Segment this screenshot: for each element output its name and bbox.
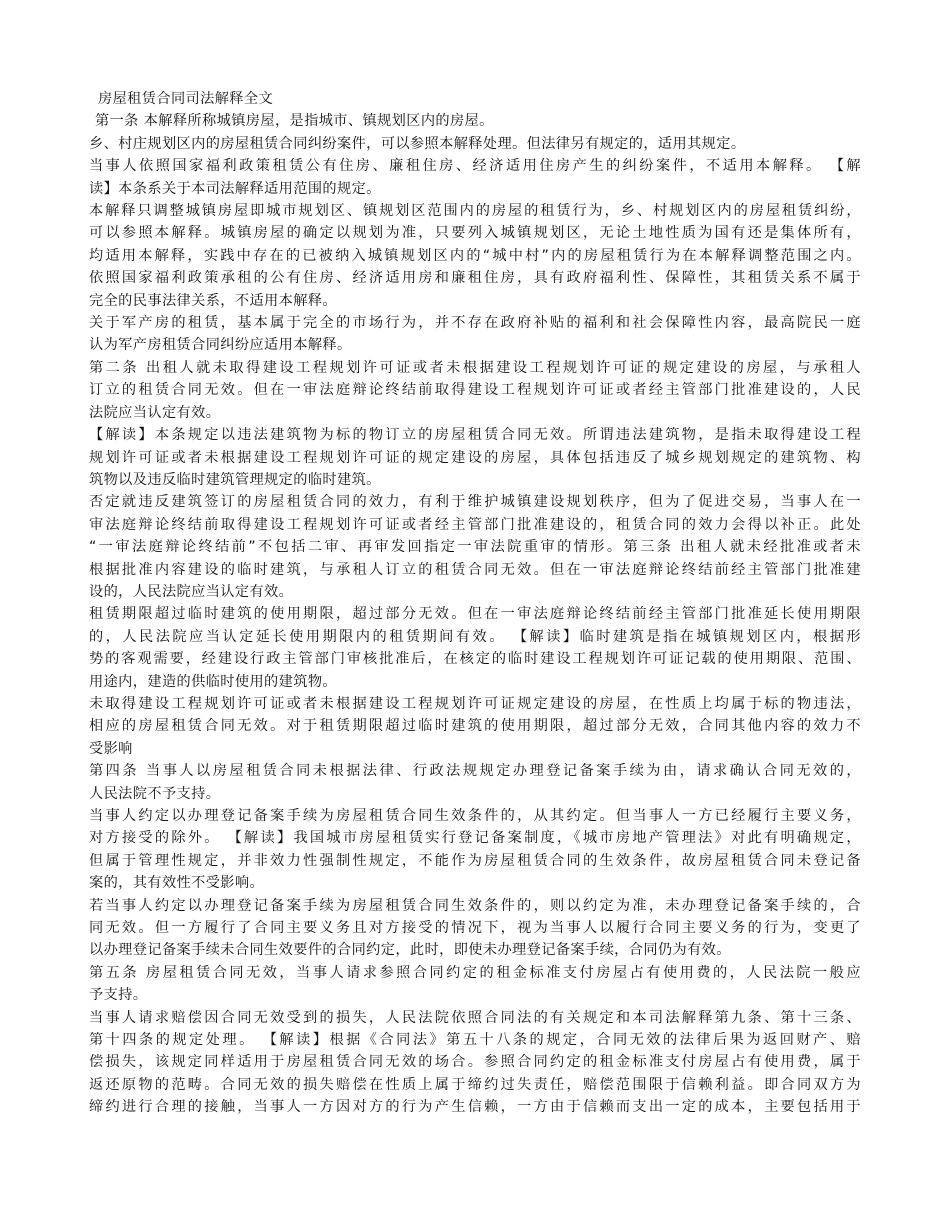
text-line: 势的客观需要，经建设行政主管部门审核批准后，在核定的临时建设工程规划许可证记载的使用期限、范围、 — [89, 651, 861, 668]
text-line: 案的，其有效性不受影响。 — [89, 875, 265, 892]
text-line: 第十四条的规定处理。 【解读】根据《合同法》第五十八条的规定，合同无效的法律后果为返回财产、赔 — [89, 1032, 861, 1049]
text-line: 第一条 本解释所称城镇房屋，是指城市、镇规划区内的房屋。 — [95, 113, 494, 130]
text-line: 均适用本解释，实践中存在的已被纳入城镇规划区内的“城中村”内的房屋租赁行为在本解释调整范围之内。 — [89, 247, 861, 264]
text-line: 相应的房屋租赁合同无效。对于租赁期限超过临时建筑的使用期限，超过部分无效，合同其他内容的效力不 — [89, 718, 861, 735]
text-line: 返还原物的范畴。合同无效的损失赔偿在性质上属于缔约过失责任，赔偿范围限于信赖利益。即合同双方为 — [89, 1076, 861, 1093]
text-line: 完全的民事法律关系，不适用本解释。 — [89, 292, 337, 309]
document-body — [89, 88, 861, 1119]
text-line: 关于军产房的租赁，基本属于完全的市场行为，并不存在政府补贴的福利和社会保障性内容，最高院民一庭 — [89, 315, 861, 332]
text-line: 偿损失，该规定同样适用于房屋租赁合同无效的场合。参照合同约定的租金标准支付房屋占有使用费，属于 — [89, 1054, 861, 1071]
text-line: “一审法庭辩论终结前”不包括二审、再审发回指定一审法院重审的情形。第三条 出租人就未经批准或者未 — [89, 539, 861, 556]
text-line: 予支持。 — [89, 987, 148, 1004]
text-line: 根据批准内容建设的临时建筑，与承租人订立的租赁合同无效。但在一审法庭辩论终结前经主管部门批准建 — [89, 561, 861, 578]
text-line: 可以参照本解释。城镇房屋的确定以规划为准，只要列入城镇规划区，无论土地性质为国有还是集体所有， — [89, 225, 861, 242]
text-line: 依照国家福利政策承租的公有住房、经济适用房和廉租住房，具有政府福利性、保障性，其租赁关系不属于 — [89, 270, 861, 287]
text-line: 同无效。但一方履行了合同主要义务且对方接受的情况下，视为当事人以履行合同主要义务的行为，变更了 — [89, 920, 861, 937]
text-line: 设的，人民法院应当认定有效。 — [89, 583, 294, 600]
text-line: 以办理登记备案手续未合同生效要件的合同约定，此时，即使未办理登记备案手续，合同仍为有效。 — [89, 942, 731, 959]
document-text — [89, 110, 861, 1118]
text-line: 乡、村庄规划区内的房屋租赁合同纠纷案件，可以参照本解释处理。但法律另有规定的，适用其规定。 — [89, 135, 746, 152]
text-line: 筑物以及违反临时建筑管理规定的临时建筑。 — [89, 471, 381, 488]
text-line: 第五条 房屋租赁合同无效，当事人请求参照合同约定的租金标准支付房屋占有使用费的，人民法院一般应 — [89, 964, 861, 981]
text-line: 认为军产房租赁合同纠纷应适用本解释。 — [89, 337, 352, 354]
text-line: 人民法院不予支持。 — [89, 785, 221, 802]
text-line: 的，人民法院应当认定延长使用期限内的租赁期间有效。 【解读】临时建筑是指在城镇规划区内，根据形 — [89, 628, 861, 645]
document-title: 房屋租赁合同司法解释全文 — [98, 91, 274, 107]
text-line: 用途内，建造的供临时使用的建筑物。 — [89, 673, 337, 690]
text-line: 法院应当认定有效。 — [89, 404, 221, 421]
text-line: 当事人约定以办理登记备案手续为房屋租赁合同生效条件的，从其约定。但当事人一方已经履行主要义务， — [89, 808, 861, 824]
text-line: 对方接受的除外。 【解读】我国城市房屋租赁实行登记备案制度，《城市房地产管理法》对此有明确规定， — [89, 830, 861, 847]
text-line: 第二条 出租人就未取得建设工程规划许可证或者未根据建设工程规划许可证的规定建设的房屋，与承租人 — [89, 359, 861, 376]
text-line: 订立的租赁合同无效。但在一审法庭辩论终结前取得建设工程规划许可证或者经主管部门批准建设的，人民 — [89, 382, 861, 399]
text-line: 本解释只调整城镇房屋即城市规划区、镇规划区范围内的房屋的租赁行为，乡、村规划区内的房屋租赁纠纷， — [89, 203, 861, 220]
text-line: 读】本条系关于本司法解释适用范围的规定。 — [89, 180, 381, 197]
text-line: 第四条 当事人以房屋租赁合同未根据法律、行政法规规定办理登记备案手续为由，请求确认合同无效的， — [89, 763, 861, 780]
text-line: 若当事人约定以办理登记备案手续为房屋租赁合同生效条件的，则以约定为准，未办理登记备案手续的，合 — [89, 897, 861, 914]
text-line: 审法庭辩论终结前取得建设工程规划许可证或者经主管部门批准建设的，租赁合同的效力会得以补正。此处 — [89, 516, 861, 533]
text-line: 缔约进行合理的接触，当事人一方因对方的行为产生信赖，一方由于信赖而支出一定的成本，主要包括用于 — [89, 1099, 861, 1116]
text-line: 未取得建设工程规划许可证或者未根据建设工程规划许可证规定建设的房屋，在性质上均属于标的物违法， — [89, 695, 861, 712]
text-line: 但属于管理性规定，并非效力性强制性规定，不能作为房屋租赁合同的生效条件，故房屋租赁合同未登记备 — [89, 852, 861, 869]
text-line: 规划许可证或者未根据建设工程规划许可证的规定建设的房屋，具体包括违反了城乡规划规定的建筑物、构 — [89, 449, 861, 466]
text-line: 否定就违反建筑签订的房屋租赁合同的效力，有利于维护城镇建设规划秩序，但为了促进交易，当事人在一 — [89, 494, 861, 511]
text-line: 租赁期限超过临时建筑的使用期限，超过部分无效。但在一审法庭辩论终结前经主管部门批准延长使用期限 — [89, 606, 861, 623]
text-line: 受影响 — [89, 740, 133, 757]
text-line: 当事人依照国家福利政策租赁公有住房、廉租住房、经济适用住房产生的纠纷案件，不适用本解释。 【解 — [89, 158, 861, 175]
text-line: 当事人请求赔偿因合同无效受到的损失，人民法院依照合同法的有关规定和本司法解释第九条、第十三条、 — [89, 1009, 861, 1026]
text-line: 【解读】本条规定以违法建筑物为标的物订立的房屋租赁合同无效。所谓违法建筑物，是指未取得建设工程 — [89, 427, 861, 444]
